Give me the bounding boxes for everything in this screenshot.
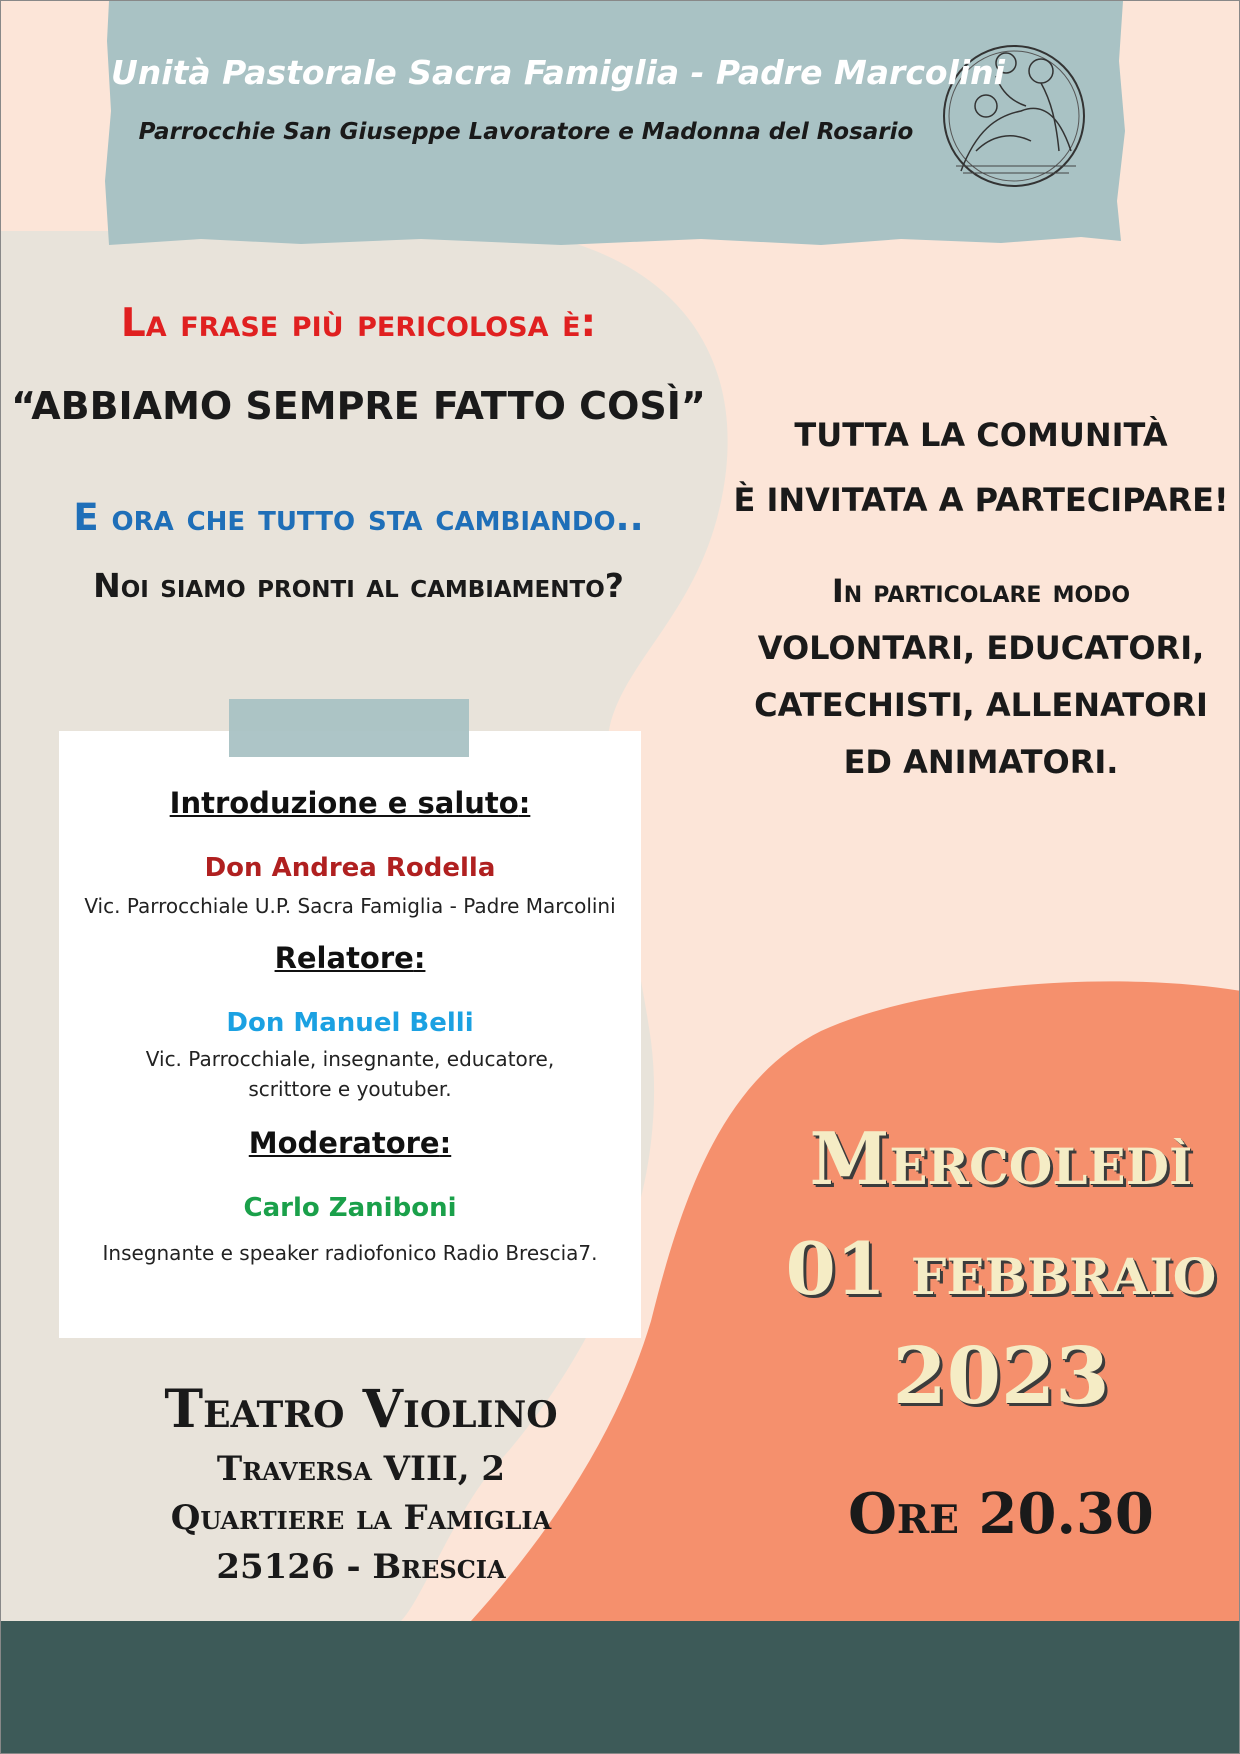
intro-desc: Vic. Parrocchiale U.P. Sacra Famiglia - Padre Marcolini (84, 894, 616, 918)
venue-name: Teatro Violino (164, 1379, 558, 1440)
invite-particular (731, 563, 1231, 791)
invite-particular-line: CATECHISTI, ALLENATORI (754, 686, 1208, 724)
intro-colon: : (518, 786, 531, 820)
speaker-label: Relatore (274, 941, 414, 975)
venue-street: Traversa VIII, 2 (216, 1449, 506, 1489)
speaker-name: Don Manuel Belli (226, 1008, 474, 1038)
intro-name: Don Andrea Rodella (204, 853, 496, 883)
venue-district: Quartiere la Famiglia (170, 1498, 552, 1538)
event-year: 2023 (892, 1331, 1110, 1422)
event-date: 01 febbraio (785, 1226, 1217, 1311)
event-weekday: Mercoledì (809, 1116, 1193, 1201)
invite-particular-line: VOLONTARI, EDUCATORI, (757, 629, 1205, 667)
headline-line4: Noi siamo pronti al cambiamento? (93, 566, 624, 605)
moderator-desc: Insegnante e speaker radiofonico Radio Brescia7. (102, 1241, 598, 1265)
intro-label: Introduzione e saluto (169, 786, 519, 820)
invite-line2: È INVITATA A PARTECIPARE! (733, 481, 1229, 519)
moderator-name: Carlo Zaniboni (243, 1193, 457, 1223)
footer-band (1, 1621, 1240, 1754)
header-subtitle: Parrocchie San Giuseppe Lavoratore e Madonna del Rosario (138, 119, 914, 145)
speaker-role (59, 941, 641, 975)
header-title: Unità Pastorale Sacra Famiglia - Padre Marcolini (111, 53, 1005, 92)
moderator-role (59, 1126, 641, 1160)
speaker-desc-2: scrittore e youtuber. (248, 1077, 452, 1101)
speaker-colon: : (413, 941, 426, 975)
moderator-colon: : (439, 1126, 452, 1160)
headline-quote: “ABBIAMO SEMPRE FATTO COSÌ” (11, 384, 706, 428)
headline-line1: La frase più pericolosa è: (120, 301, 597, 346)
intro-role (59, 786, 641, 820)
invite-line1: TUTTA LA COMUNITÀ (794, 416, 1168, 454)
moderator-label: Moderatore (248, 1126, 440, 1160)
speaker-desc-1: Vic. Parrocchiale, insegnante, educatore, (145, 1047, 555, 1071)
invite-particular-line: ED ANIMATORI. (843, 743, 1119, 781)
event-time: Ore 20.30 (848, 1481, 1154, 1547)
headline-line3: E ora che tutto sta cambiando.. (73, 496, 644, 539)
card-tape (229, 699, 469, 757)
venue-city: 25126 - Brescia (216, 1547, 506, 1587)
invite-particular-line: In particolare modo (831, 572, 1131, 610)
